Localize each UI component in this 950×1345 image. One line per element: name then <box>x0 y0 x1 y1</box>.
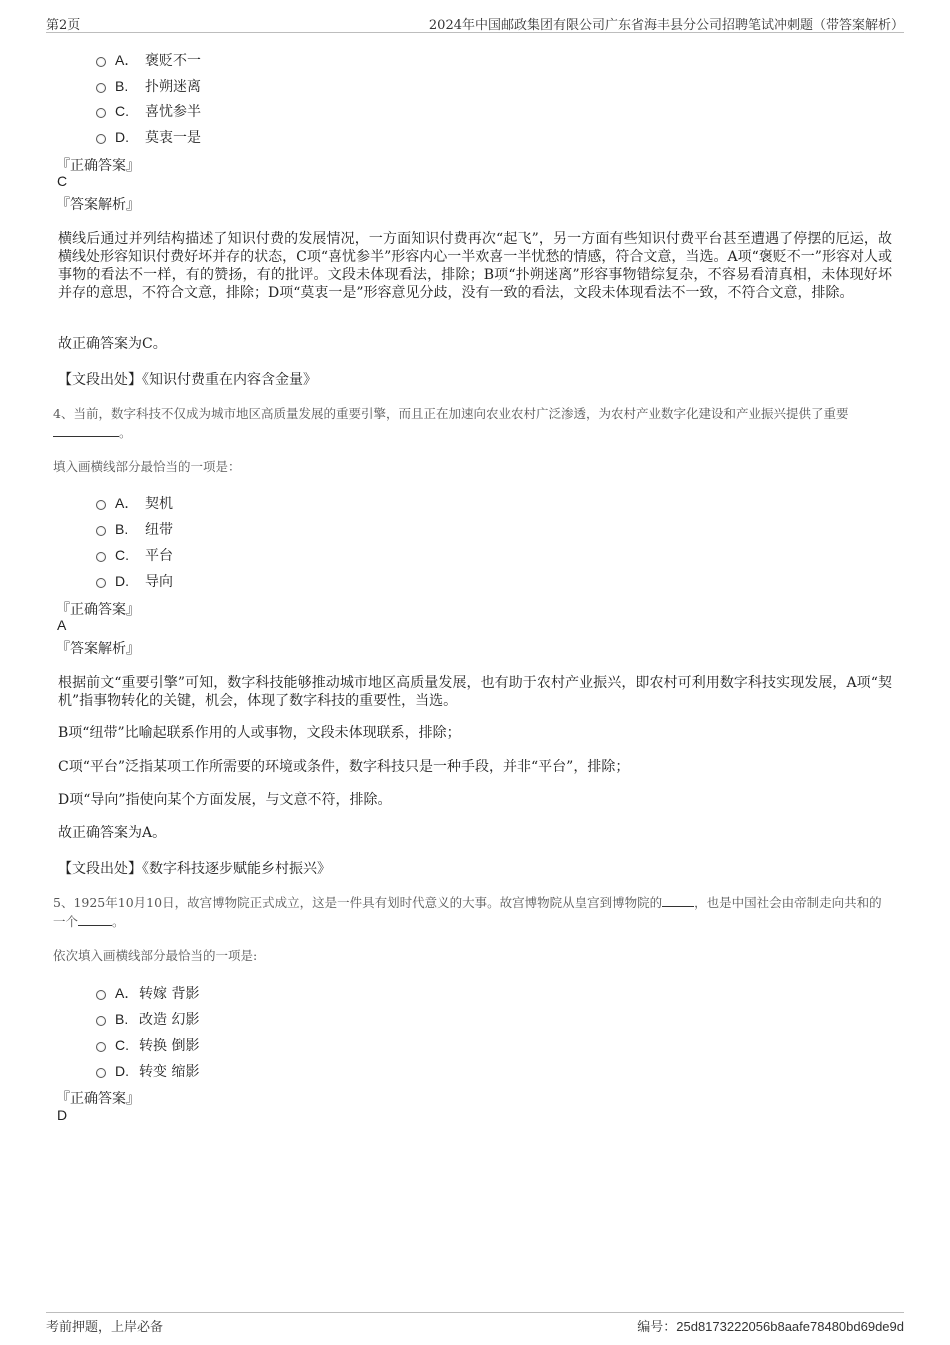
page-footer <box>46 1312 904 1335</box>
radio-icon[interactable] <box>96 57 106 67</box>
footer-slogan: 考前押题，上岸必备 <box>46 1320 164 1335</box>
q4-answer-label: 『正确答案』 <box>56 602 140 618</box>
radio-icon[interactable] <box>96 108 106 118</box>
radio-icon[interactable] <box>96 990 106 1000</box>
q4-analysis-label: 『答案解析』 <box>56 641 140 657</box>
q3-option-b[interactable]: B. 扑朔迷离 <box>96 76 201 96</box>
q4-option-b[interactable]: B. 纽带 <box>96 519 173 539</box>
q5-option-b[interactable]: B. 改造 幻影 <box>96 1009 199 1029</box>
q5-instruction: 依次填入画横线部分最恰当的一项是: <box>53 948 258 963</box>
q4-option-a[interactable]: A． 契机 <box>96 493 173 513</box>
q4-answer: A <box>57 617 67 633</box>
radio-icon[interactable] <box>96 552 106 562</box>
q3-answer: C <box>57 173 68 189</box>
q5-stem: 5、1925年10月10日，故宫博物院正式成立，这是一件具有划时代意义的大事。故宫博物院从皇宫到博物院的 ，也是中国社会由帝制走向共和的一个 。 <box>53 895 882 929</box>
q5-option-a[interactable]: A．转嫁 背影 <box>96 983 199 1003</box>
radio-icon[interactable] <box>96 500 106 510</box>
q5-option-d[interactable]: D. 转变 缩影 <box>96 1061 199 1081</box>
q3-option-c[interactable]: C. 喜忧参半 <box>96 101 201 121</box>
q4-source: 【文段出处】《数字科技逐步赋能乡村振兴》 <box>58 861 331 877</box>
q4-analysis-d: D项“导向”指使向某个方面发展，与文意不符，排除。 <box>58 792 392 808</box>
page-number: 第2页 <box>46 18 81 33</box>
q3-answer-label: 『正确答案』 <box>56 158 140 174</box>
q4-analysis: 根据前文“重要引擎”可知，数字科技能够推动城市地区高质量发展，也有助于农村产业振兴，即农村可利用数字科技实现发展，A项“契机”指事物转化的关键，机会，体现了数字科技的重要性，当选。 <box>58 675 892 709</box>
document-title: 2024年中国邮政集团有限公司广东省海丰县分公司招聘笔试冲刺题（带答案解析） <box>428 18 904 33</box>
radio-icon[interactable] <box>96 1016 106 1026</box>
q5-answer-label: 『正确答案』 <box>56 1091 140 1107</box>
q3-option-d[interactable]: D. 莫衷一是 <box>96 127 201 147</box>
q4-instruction: 填入画横线部分最恰当的一项是： <box>53 459 241 474</box>
q5-answer: D <box>57 1107 68 1123</box>
blank <box>53 436 119 437</box>
radio-icon[interactable] <box>96 526 106 536</box>
q3-analysis: 横线后通过并列结构描述了知识付费的发展情况，一方面知识付费再次“起飞”，另一方面有些知识付费平台甚至遭遇了停摆的厄运，故横线处形容知识付费好坏并存的状态，C项“喜忧参半”形容内心一半欢喜一半忧愁的情感，符合文意，当选。A项“褒贬不一”形容对人或事物的看法不一样，有的赞扬，有的批评。文段未体现看法，排除；B项“扑朔迷离”形容事物错综复杂，不容易看清真相，未体现好坏并存的意思，不符合文意，排除；D项“莫衷一是”形容意见分歧，没有一致的看法，文段未体现看法不一致，不符合文意，排除。 <box>58 231 892 301</box>
q3-source: 【文段出处】《知识付费重在内容含金量》 <box>58 372 317 388</box>
radio-icon[interactable] <box>96 83 106 93</box>
q3-option-a[interactable]: A． 褒贬不一 <box>96 50 201 70</box>
q4-stem: 4、当前，数字科技不仅成为城市地区高质量发展的重要引擎，而且正在加速向农业农村广泛渗透，为农村产业数字化建设和产业振兴提供了重要。 <box>53 406 849 440</box>
page-header <box>46 14 904 33</box>
radio-icon[interactable] <box>96 1068 106 1078</box>
radio-icon[interactable] <box>96 578 106 588</box>
q4-analysis-c: C项“平台”泛指某项工作所需要的环境或条件，数字科技只是一种手段，并非“平台”，排除； <box>58 759 630 775</box>
blank <box>78 925 112 926</box>
q4-option-c[interactable]: C. 平台 <box>96 545 173 565</box>
q4-conclusion: 故正确答案为A。 <box>58 825 167 841</box>
blank <box>662 906 694 907</box>
footer-serial: 编号：25d8173222056b8aafe78480bd69de9d <box>637 1319 904 1334</box>
q4-option-d[interactable]: D. 导向 <box>96 571 173 591</box>
q5-option-c[interactable]: C. 转换 倒影 <box>96 1035 199 1055</box>
q3-analysis-label: 『答案解析』 <box>56 197 140 213</box>
q3-conclusion: 故正确答案为C。 <box>58 336 167 352</box>
radio-icon[interactable] <box>96 134 106 144</box>
q4-analysis-b: B项“纽带”比喻起联系作用的人或事物，文段未体现联系，排除； <box>58 725 461 741</box>
radio-icon[interactable] <box>96 1042 106 1052</box>
